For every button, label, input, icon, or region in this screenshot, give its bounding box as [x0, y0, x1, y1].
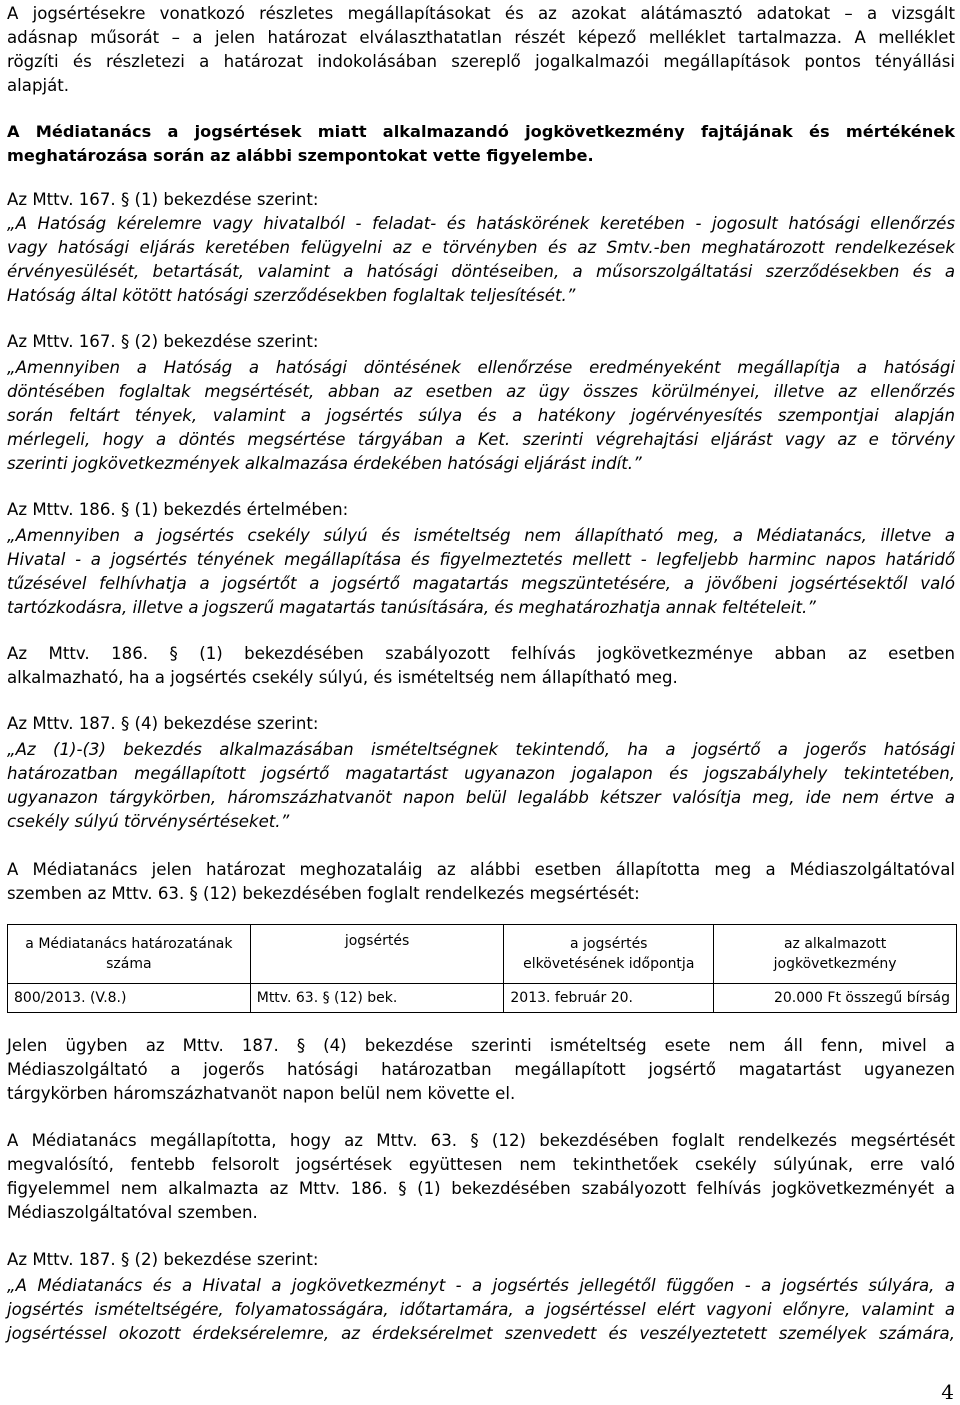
text-line: A jogsértésekre vonatkozó részletes megállapításokat és az azokat alátámasztó adatokat – a vizsgált — [7, 4, 955, 23]
text-line: „A Hatóság kérelemre vagy hivatalból - feladat- és hatáskörének keretében - jogosult hatósági ellenőrzés — [7, 214, 955, 233]
prior-violations-table — [7, 924, 957, 1013]
text-line: csekély súlyú törvénysértéseket.” — [7, 812, 290, 831]
table-cell: 800/2013. (V.8.) — [8, 984, 251, 1013]
heading-167-2: Az Mttv. 167. § (2) bekezdése szerint: — [7, 332, 319, 351]
text-line: „Az (1)-(3) bekezdés alkalmazásában ismételtségnek tekintendő, ha a jogsértő a jogerős hatósági — [7, 740, 955, 759]
table-row — [8, 984, 957, 1013]
text-line: érvényesülését, betartását, valamint a hatósági döntéseiben, a műsorszolgáltatási szerződésekben és a — [7, 262, 955, 281]
heading-187-4: Az Mttv. 187. § (4) bekezdése szerint: — [7, 714, 319, 733]
table-header-row — [8, 925, 957, 984]
table-cell: 20.000 Ft összegű bírság — [714, 984, 957, 1013]
heading-187-2: Az Mttv. 187. § (2) bekezdése szerint: — [7, 1250, 319, 1269]
text-line: A Médiatanács jelen határozat meghozataláig az alábbi esetben állapította meg a Médiaszolgáltatóval — [7, 860, 955, 879]
heading-186-1: Az Mttv. 186. § (1) bekezdés értelmében: — [7, 500, 349, 519]
text-line: Médiaszolgáltató a jogerős hatósági határozatban megállapított jogsértő magatartást ugyanezen — [7, 1060, 955, 1079]
table-header-cell: az alkalmazott jogkövetkezmény — [714, 925, 957, 984]
text-line: adásnap műsorát – a jelen határozat elválaszthatatlan részét képező melléklet tartalmazza. A melléklet — [7, 28, 955, 47]
text-line: szerinti jogkövetkezmények alkalmazása érdekében hatósági eljárást indít.” — [7, 454, 642, 473]
text-line: alapját. — [7, 76, 70, 95]
text-line: határozatban megállapított jogsértő magatartást ugyanazon jogalapon és jogszabályhely tekintetében, — [7, 764, 955, 783]
text-line: jogsértéssel okozott érdeksérelemre, az érdeksérelmet szenvedett és veszélyeztetett személyek számára, — [7, 1324, 955, 1343]
paragraph-not-minor — [7, 1129, 955, 1225]
table-header-cell: jogsértés — [250, 925, 504, 984]
text-line: szemben az Mttv. 63. § (12) bekezdésében foglalt rendelkezés megsértését: — [7, 884, 640, 903]
text-line: „A Médiatanács és a Hivatal a jogkövetkezményt - a jogsértés jellegétől függően - a jogsértés súlyára, a — [7, 1276, 955, 1295]
table-cell: 2013. február 20. — [504, 984, 714, 1013]
paragraph-considerations — [7, 120, 955, 168]
text-line: mérlegeli, hogy a döntés megsértése tárgyában a Ket. szerinti végrehajtási eljárást vagy az e törvény — [7, 430, 955, 449]
text-line: megvalósító, fentebb felsorolt jogsértések együttesen nem tekinthetőek csekély súlyúnak, erre való — [7, 1155, 955, 1174]
text-line: „Amennyiben a jogsértés csekély súlyú és ismételtség nem állapítható meg, a Médiatanács, illetve a — [7, 526, 955, 545]
paragraph-no-repetition — [7, 1034, 955, 1106]
text-line: döntésében foglaltak megsértését, abban az esetben az ügy összes körülményei, illetve az ellenőrzés — [7, 382, 955, 401]
heading-167-1: Az Mttv. 167. § (1) bekezdése szerint: — [7, 190, 319, 209]
text-line: során feltárt tények, valamint a jogsértés súlya és a hatékony jogérvényesítés szempontjai alapján — [7, 406, 955, 425]
text-line: vagy hatósági eljárás keretében felügyelni az e törvényben és az Smtv.-ben meghatározott rendelkezések — [7, 238, 955, 257]
table-cell: Mttv. 63. § (12) bek. — [250, 984, 504, 1013]
text-line: tartózkodásra, illetve a jogszerű magatartás tanúsítására, és meghatározhatja annak feltételeit.” — [7, 598, 816, 617]
paragraph-186-applicability — [7, 642, 955, 690]
text-line: tűzésével felhívhatja a jogsértőt a jogsértő magatartás megszüntetésére, a jövőbeni jogsértésektől való — [7, 574, 955, 593]
text-line: Jelen ügyben az Mttv. 187. § (4) bekezdése szerinti ismételtség esete nem áll fenn, mivel a — [7, 1036, 955, 1055]
text-line: Médiaszolgáltatóval szemben. — [7, 1203, 258, 1222]
text-line: A Médiatanács megállapította, hogy az Mttv. 63. § (12) bekezdésében foglalt rendelkezés megsértését — [7, 1131, 955, 1150]
paragraph-prior-violation — [7, 858, 955, 906]
quote-187-4 — [7, 738, 955, 834]
paragraph-annex — [7, 2, 955, 98]
text-line: alkalmazható, ha a jogsértés csekély súlyú, és ismételtség nem állapítható meg. — [7, 668, 678, 687]
text-line: „Amennyiben a Hatóság a hatósági döntésének ellenőrzése eredményeként megállapítja a hatósági — [7, 358, 955, 377]
text-line: Az Mttv. 186. § (1) bekezdésében szabályozott felhívás jogkövetkezménye abban az esetben — [7, 644, 955, 663]
table-header-cell: a Médiatanács határozatának száma — [8, 925, 251, 984]
text-line: meghatározása során az alábbi szempontokat vette figyelembe. — [7, 146, 594, 165]
text-line: ugyanazon tárgykörben, háromszázhatvanöt napon belül legalább kétszer valósítja meg, ide nem értve a — [7, 788, 955, 807]
page-number: 4 — [941, 1380, 954, 1404]
quote-187-2 — [7, 1274, 955, 1346]
quote-186-1 — [7, 524, 955, 620]
text-line: jogsértés ismételtségére, folyamatosságára, időtartamára, a jogsértéssel elért vagyoni előnyre, valamint a — [7, 1300, 955, 1319]
text-line: rögzíti és részletezi a határozat indokolásában szereplő jogalkalmazói megállapítások pontos tényállási — [7, 52, 955, 71]
quote-167-2 — [7, 356, 955, 476]
text-line: A Médiatanács a jogsértések miatt alkalmazandó jogkövetkezmény fajtájának és mértékének — [7, 122, 955, 141]
text-line: Hatóság által kötött hatósági szerződésekben foglaltak teljesítését.” — [7, 286, 576, 305]
table-header-cell: a jogsértés elkövetésének időpontja — [504, 925, 714, 984]
quote-167-1 — [7, 212, 955, 308]
text-line: figyelemmel nem alkalmazta az Mttv. 186. § (1) bekezdésében szabályozott felhívás jogkövetkezményét a — [7, 1179, 955, 1198]
text-line: tárgykörben háromszázhatvanöt napon belül nem követte el. — [7, 1084, 516, 1103]
text-line: Hivatal - a jogsértés tényének megállapítása és figyelmeztetés mellett - legfeljebb harminc napos határidő — [7, 550, 955, 569]
